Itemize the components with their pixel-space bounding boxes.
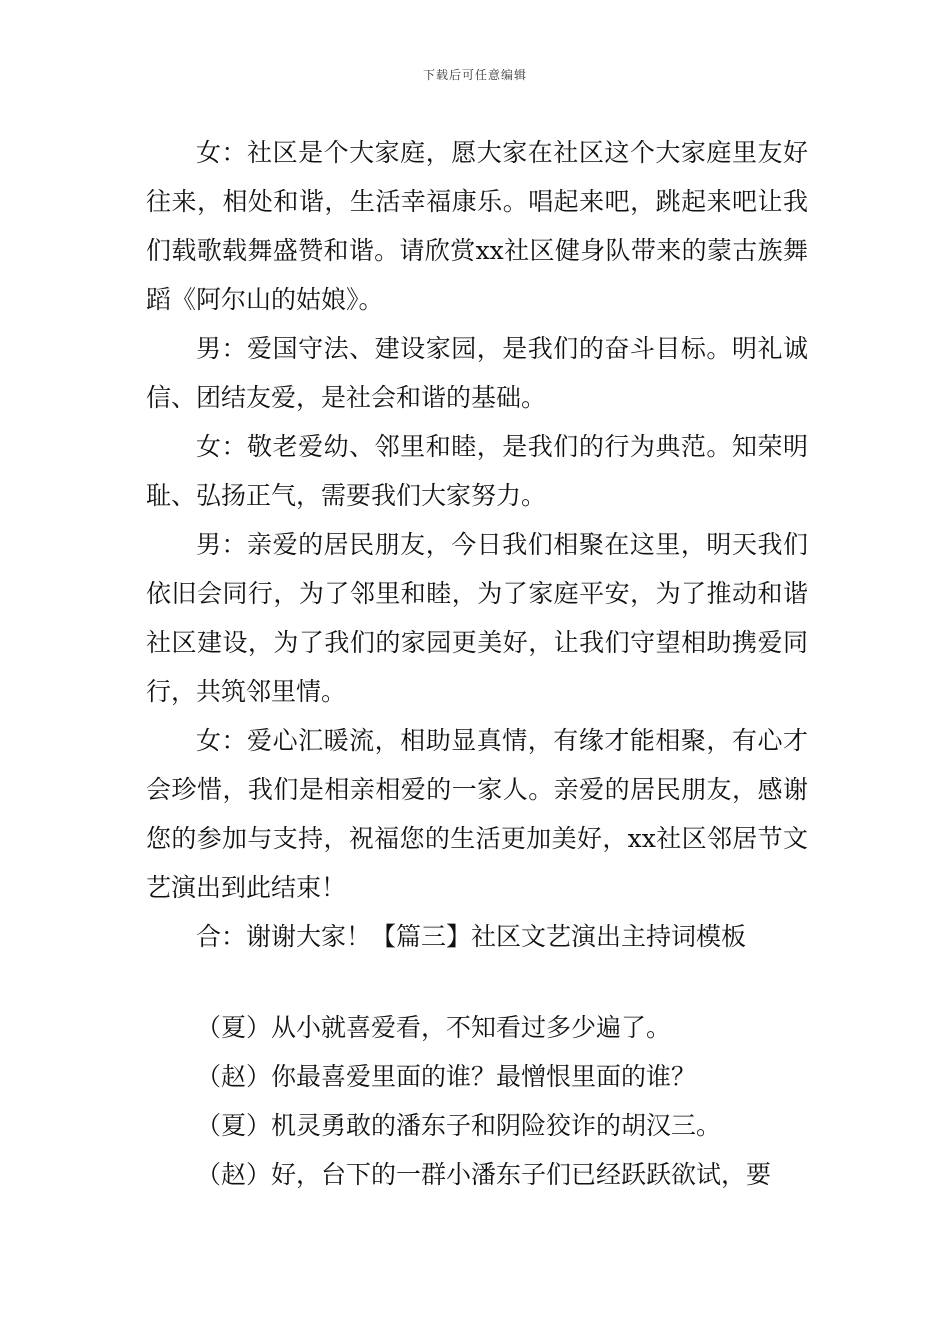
paragraph-4: 男：亲爱的居民朋友，今日我们相聚在这里，明天我们依旧会同行，为了邻里和睦，为了家庭平安，为了推动和谐社区建设，为了我们的家园更美好，让我们守望相助携爱同行，共筑邻里情。	[146, 530, 808, 706]
dialogue-line-2: （赵）你最喜爱里面的谁？最憎恨里面的谁？	[196, 1062, 697, 1091]
paragraph-1: 女：社区是个大家庭，愿大家在社区这个大家庭里友好往来，相处和谐，生活幸福康乐。唱起来吧，跳起来吧让我们载歌载舞盛赞和谐。请欣赏xx社区健身队带来的蒙古族舞蹈《阿尔山的姑娘》。	[146, 138, 808, 314]
page-header-note: 下载后可任意编辑	[422, 68, 527, 82]
paragraph-3: 女：敬老爱幼、邻里和睦，是我们的行为典范。知荣明耻、弘扬正气，需要我们大家努力。	[146, 432, 808, 510]
paragraph-6: 合：谢谢大家！【篇三】社区文艺演出主持词模板	[196, 922, 747, 951]
section-gap	[146, 961, 808, 1003]
dialogue-line-1: （夏）从小就喜爱看，不知看过多少遍了。	[196, 1013, 672, 1042]
paragraph-5: 女：爱心汇暖流，相助显真情，有缘才能相聚，有心才会珍惜，我们是相亲相爱的一家人。亲爱的居民朋友，感谢您的参加与支持，祝福您的生活更加美好，xx社区邻居节文艺演出到此结束！	[146, 726, 808, 902]
paragraph-2: 男：爱国守法、建设家园，是我们的奋斗目标。明礼诚信、团结友爱，是社会和谐的基础。	[146, 334, 808, 412]
dialogue-line-4: （赵）好，台下的一群小潘东子们已经跃跃欲试，要	[196, 1160, 772, 1189]
document-body	[146, 128, 808, 1199]
dialogue-line-3: （夏）机灵勇敢的潘东子和阴险狡诈的胡汉三。	[196, 1111, 722, 1140]
